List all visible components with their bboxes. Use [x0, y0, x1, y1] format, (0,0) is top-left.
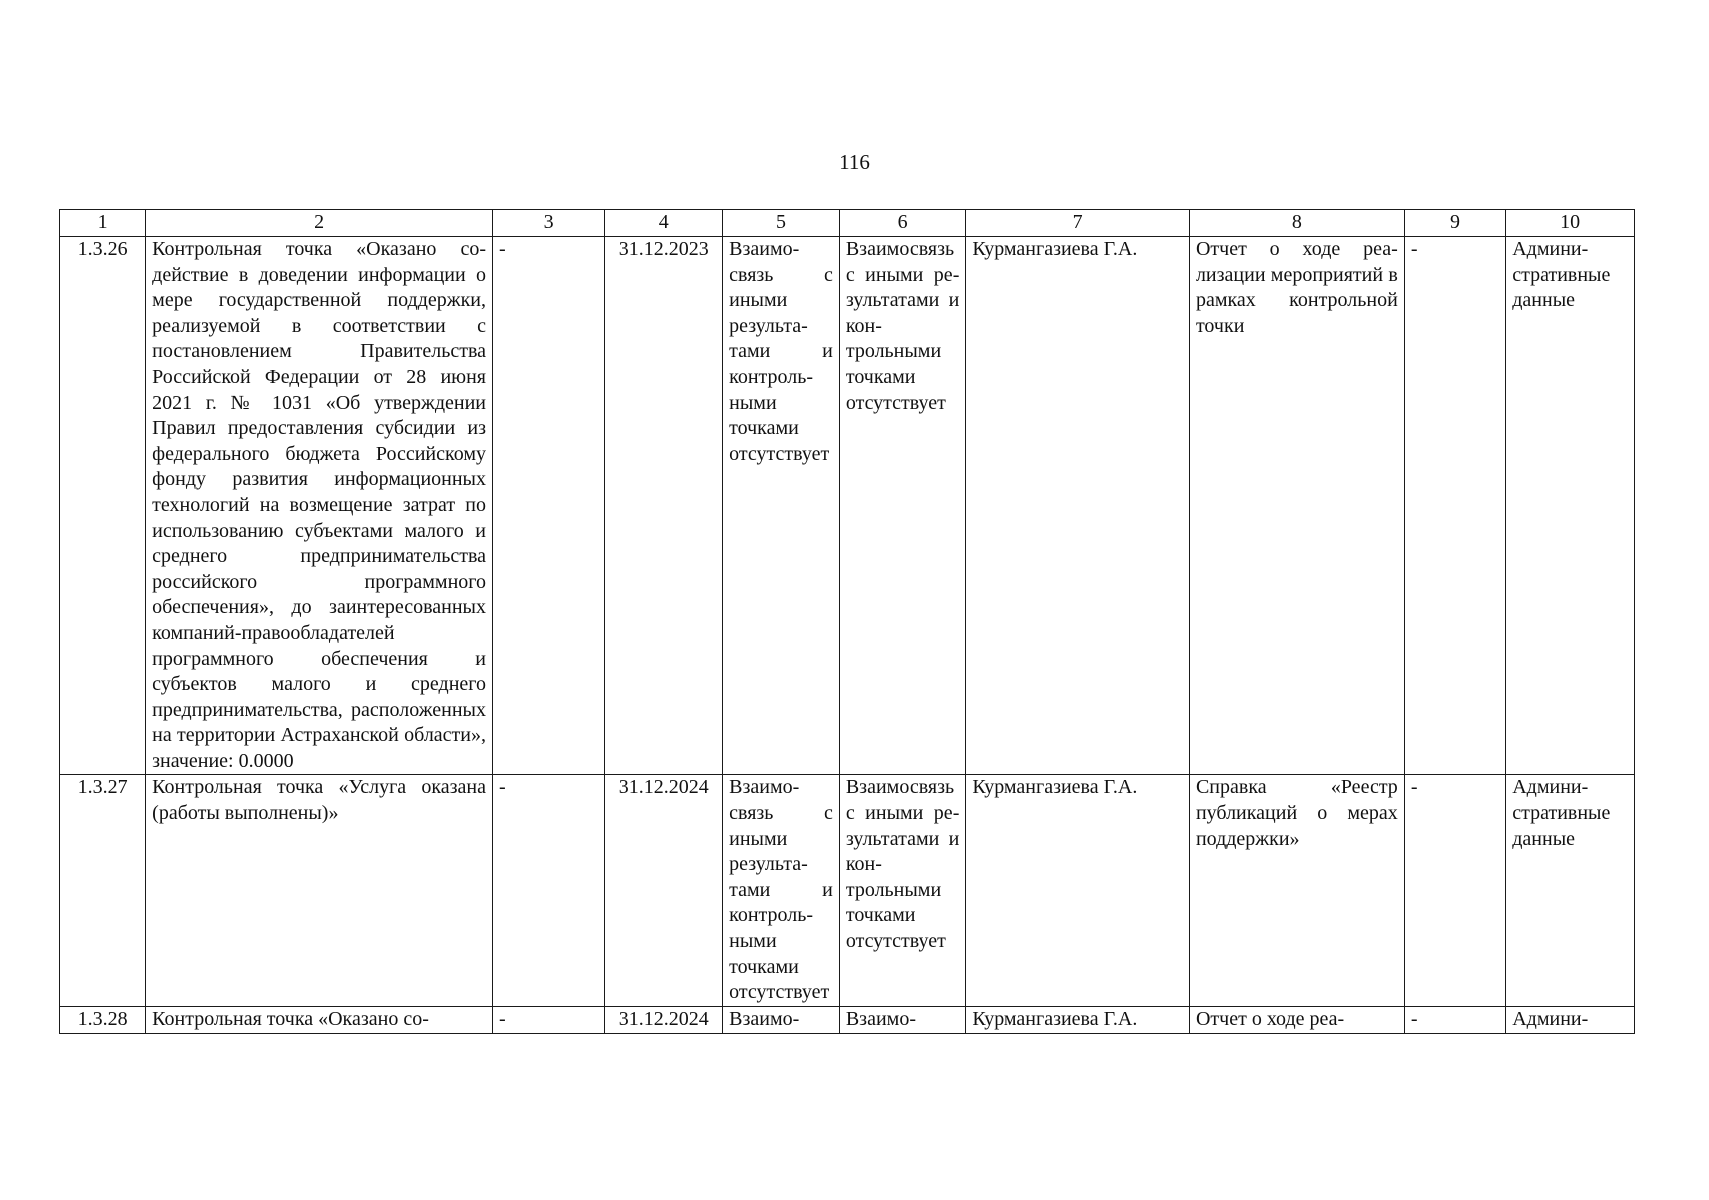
confirming-document-text: Отчет о ходе реа- [1195, 1007, 1345, 1030]
control-point-name: Контрольная точка «Оказано содействие в доведении информации о мере государственной поддержки, реализуемой в соответствии с постановлением Правительства Российской Федерации от 28 июня 2021 г. № 1031 «Об утверждении Правил предоставления субсидии из федерального бюджета Российскому фонду развития информационных технологий на возмещение затрат по использованию субъектами малого и среднего предпринимательства российского программного обеспечения», до заинтересованных компаний-правообладателей программного обеспечения и субъектов малого и среднего предпринимательства, расположенных на территории Астраханской области», значение: 0.0000 [146, 237, 493, 775]
header-col-10: 10 [1506, 210, 1635, 237]
col-3-value: - [493, 237, 605, 775]
deadline-date: 31.12.2024 [605, 775, 723, 1006]
data-source: Административные данные [1506, 775, 1635, 1006]
table-row [60, 775, 1635, 1006]
table-body [60, 237, 1635, 1034]
data-source: Административные данные [1506, 237, 1635, 775]
col-3-text: - [499, 1007, 506, 1030]
responsible-person: Курмангазиева Г.А. [966, 237, 1190, 775]
header-col-5: 5 [723, 210, 840, 237]
header-col-8: 8 [1189, 210, 1404, 237]
header-col-3: 3 [493, 210, 605, 237]
responsible-person: Курмангазиева Г.А. [966, 775, 1190, 1006]
table-row [60, 237, 1635, 775]
responsible-person [966, 1006, 1190, 1033]
header-col-9: 9 [1404, 210, 1505, 237]
header-col-1: 1 [60, 210, 146, 237]
col-3-value: - [493, 775, 605, 1006]
data-source-text: Админи- [1512, 1007, 1589, 1030]
control-point-name-text: Контрольная точка «Оказано со- [152, 1007, 429, 1030]
header-col-2: 2 [146, 210, 493, 237]
data-source [1506, 1006, 1635, 1033]
confirming-document: Справка «Реестр публикаций о мерах поддержки» [1189, 775, 1404, 1006]
relation-results-text: Взаимо- [729, 1007, 800, 1030]
col-9-text: - [1410, 1007, 1418, 1030]
deadline-date-text: 31.12.2024 [618, 1007, 709, 1030]
relation-other: Взаимосвязь с иными результатами и контрольными точками отсутствует [839, 775, 966, 1006]
control-point-name [146, 1006, 493, 1033]
col-9-value: - [1404, 237, 1505, 775]
col-3-value [493, 1006, 605, 1033]
header-row [60, 210, 1635, 237]
relation-results [723, 1006, 840, 1033]
table-header [60, 210, 1635, 237]
row-number: 1.3.27 [60, 775, 146, 1006]
relation-other [839, 1006, 966, 1033]
control-point-name: Контрольная точка «Услуга оказана (работы выполнены)» [146, 775, 493, 1006]
table-row [60, 1006, 1635, 1033]
responsible-person-text: Курмангазиева Г.А. [972, 1007, 1138, 1030]
relation-other: Взаимосвязь с иными результатами и контрольными точками отсутствует [839, 237, 966, 775]
header-col-6: 6 [839, 210, 966, 237]
row-number: 1.3.26 [60, 237, 146, 775]
header-col-7: 7 [966, 210, 1190, 237]
plan-table [59, 209, 1635, 1034]
confirming-document [1189, 1006, 1404, 1033]
col-9-value: - [1404, 775, 1505, 1006]
confirming-document: Отчет о ходе реализации мероприятий в рамках контрольной точки [1189, 237, 1404, 775]
relation-other-text: Взаимо- [845, 1007, 916, 1030]
deadline-date [605, 1006, 723, 1033]
relation-results: Взаимосвязь с иными результатами и контрольными точками отсутствует [723, 237, 840, 775]
page-number: 116 [839, 150, 870, 174]
row-number-text: 1.3.28 [77, 1007, 128, 1030]
deadline-date: 31.12.2023 [605, 237, 723, 775]
col-9-value [1404, 1006, 1505, 1033]
row-number [60, 1006, 146, 1033]
header-col-4: 4 [605, 210, 723, 237]
relation-results: Взаимосвязь с иными результатами и контрольными точками отсутствует [723, 775, 840, 1006]
